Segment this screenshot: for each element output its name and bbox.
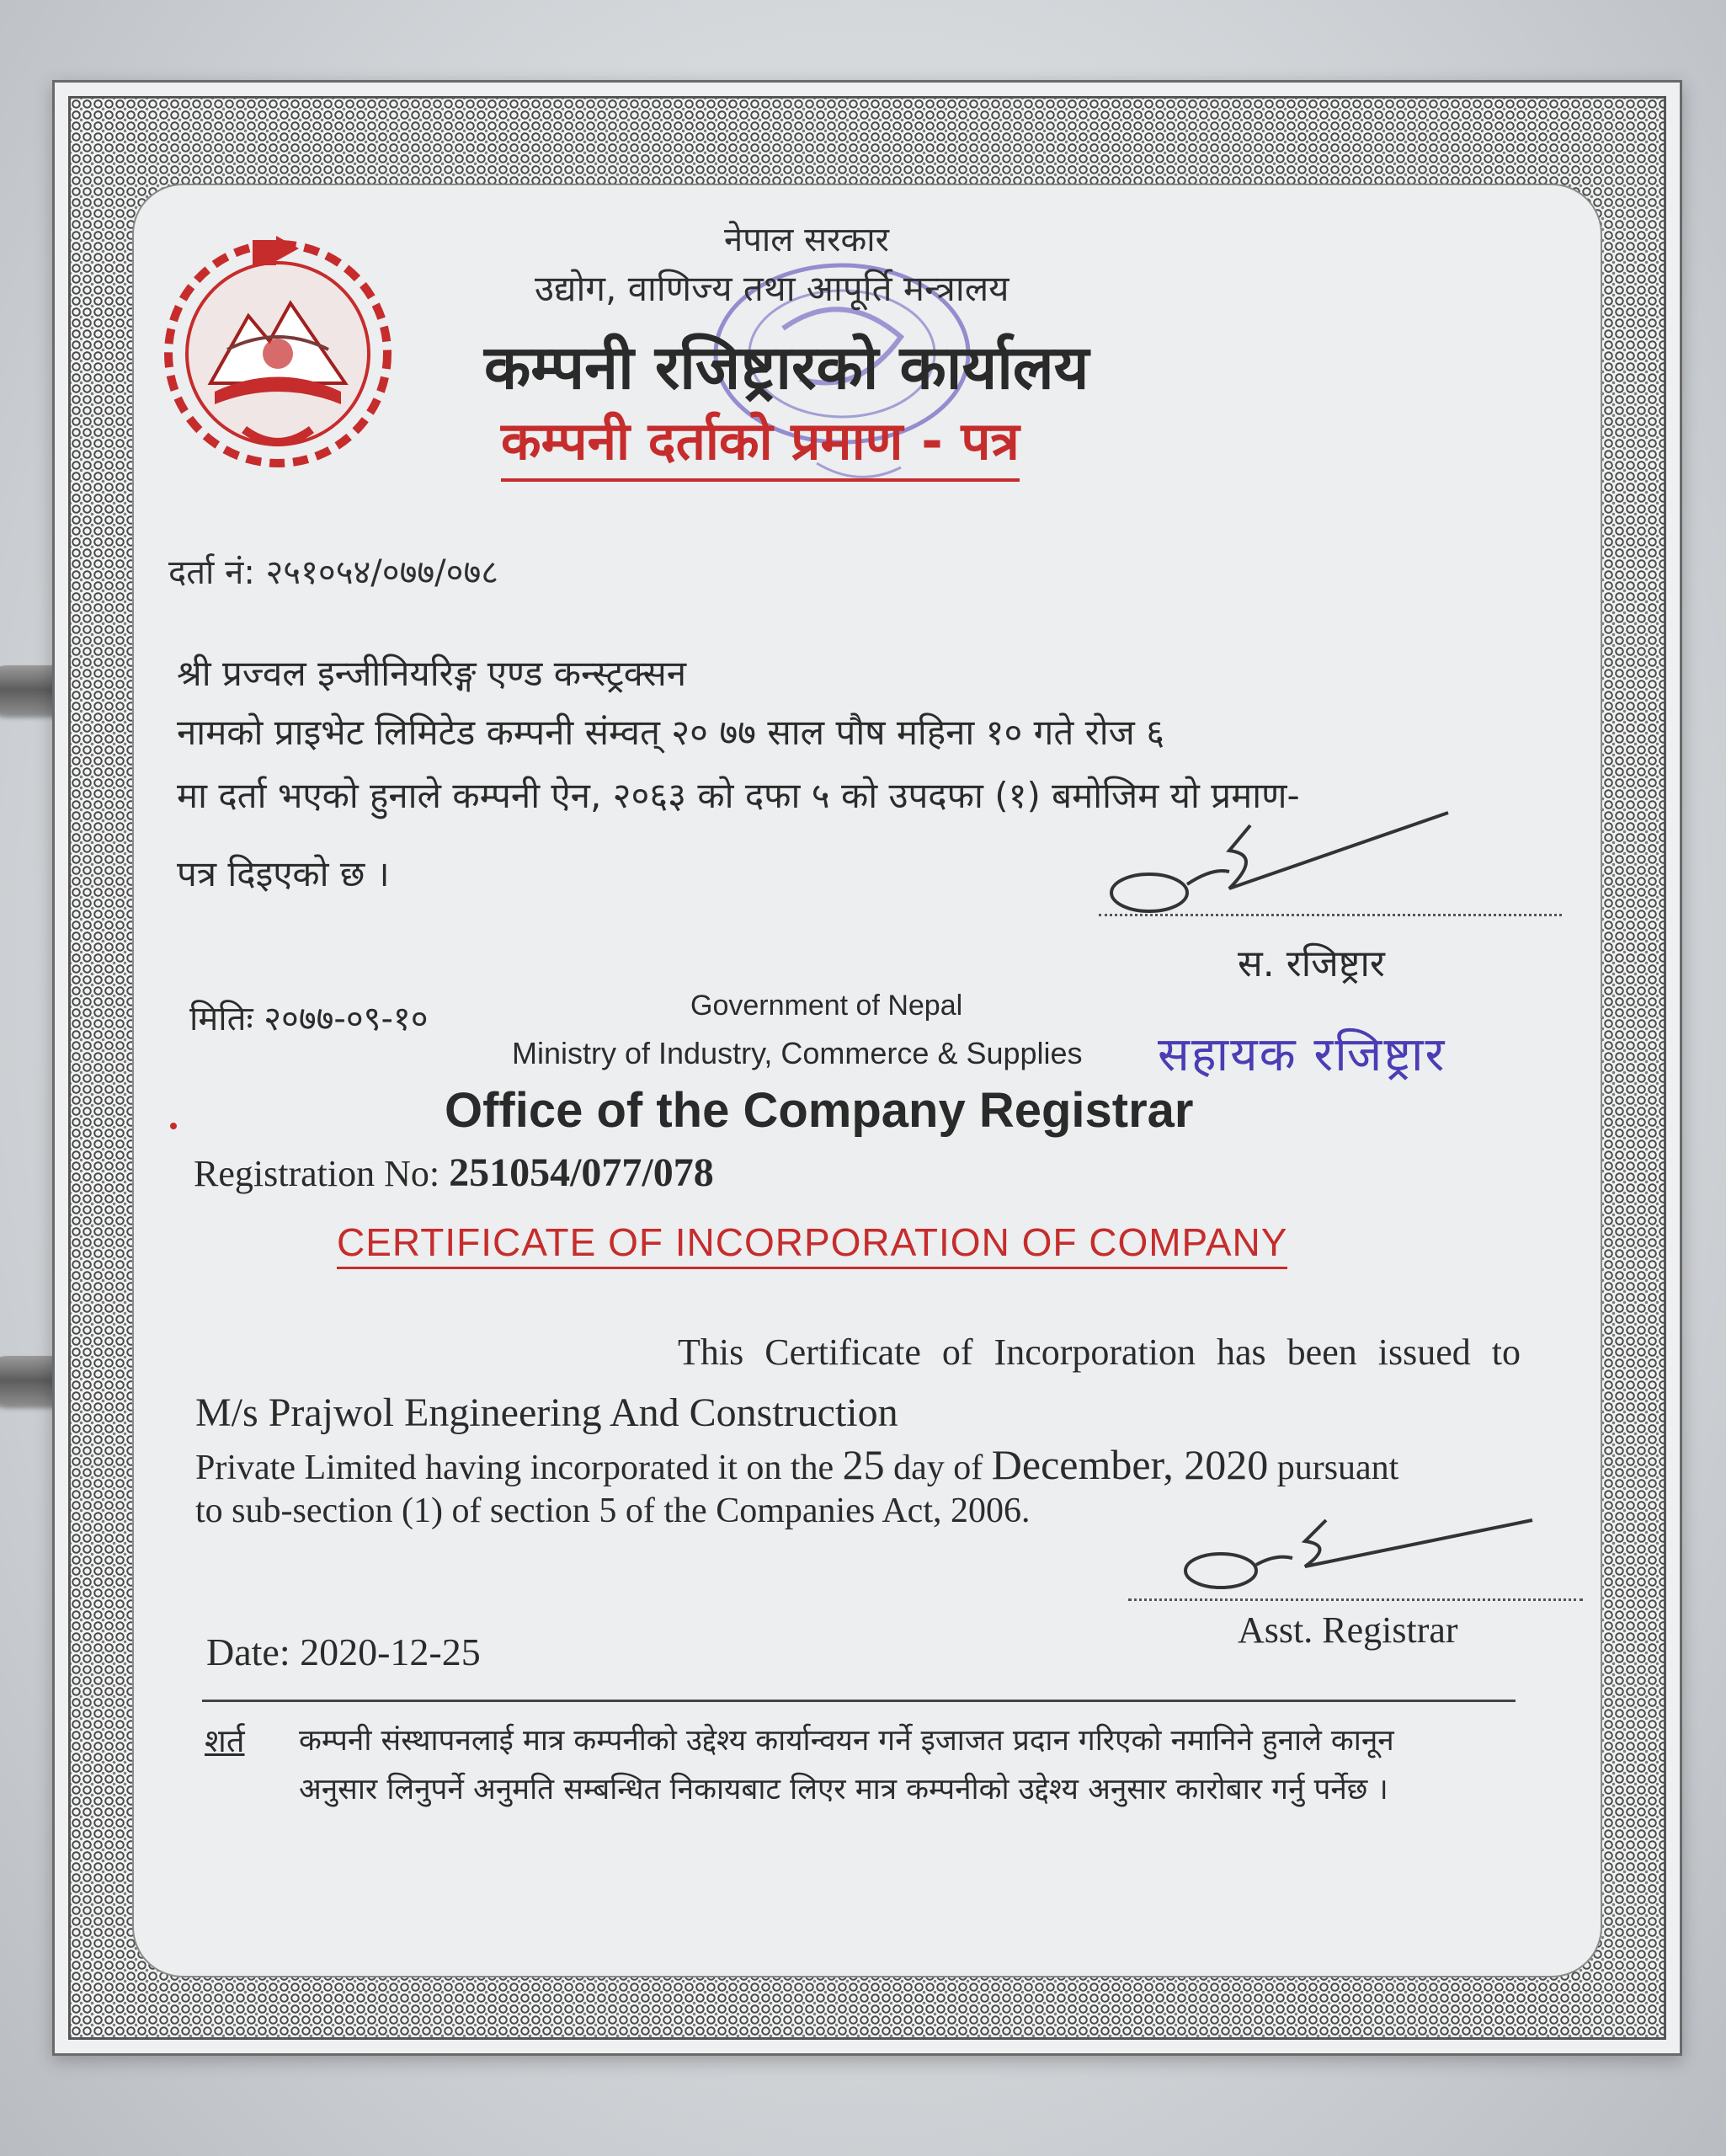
body-en-line-3-part-c: pursuant [1268,1449,1399,1487]
body-np-line-1: श्री प्रज्वल इन्जीनियरिङ्ग एण्ड कन्स्ट्रक्सन [177,653,687,694]
office-np: कम्पनी रजिष्ट्रारको कार्यालय [484,332,1089,403]
government-en: Government of Nepal [690,990,963,1022]
signature-np [1103,808,1473,926]
certificate-title-np: कम्पनी दर्ताको प्रमाण - पत्र [501,404,1020,482]
conditions-divider [202,1700,1516,1702]
conditions-line-2: अनुसार लिनुपर्ने अनुमति सम्बन्धित निकायबाट लिएर मात्र कम्पनीको उद्देश्य अनुसार कारोबार गर्नु पर्नेछ । [299,1773,1388,1806]
date-np: मितिः २०७७-०९-१० [189,1000,429,1038]
government-np: नेपाल सरकार [724,221,889,259]
signature-line-np [1099,914,1562,916]
body-en-line-3 [195,1440,1398,1489]
body-np-line-2: नामको प्राइभेट लिमिटेड कम्पनी संम्वत् २० ७७ साल पौष महिना १० गते रोज ६ [177,712,1165,753]
conditions-label: शर्त [205,1722,245,1759]
signatory-en: Asst. Registrar [1238,1609,1458,1651]
certificate-title-en: CERTIFICATE OF INCORPORATION OF COMPANY [337,1219,1287,1269]
office-en: Office of the Company Registrar [445,1083,1194,1138]
nepal-emblem-icon [152,223,404,476]
body-en-line-3-part-b: day of [884,1449,992,1487]
body-en-line-4: to sub-section (1) of section 5 of the Companies Act, 2006. [195,1492,1031,1530]
body-en-line-2: M/s Prajwol Engineering And Construction [195,1390,898,1435]
date-en: Date: 2020-12-25 [206,1630,481,1673]
conditions-line-1: कम्पनी संस्थापनलाई मात्र कम्पनीको उद्देश्य कार्यान्वयन गर्ने इजाजत प्रदान गरिएको नमानिने हुनाले कानून [299,1724,1394,1758]
registration-number-en [194,1150,714,1196]
body-en-line-3-part-a: Private Limited having incorporated it on the [195,1449,843,1487]
ministry-np: उद्योग, वाणिज्य तथा आपूर्ति मन्त्रालय [535,268,1009,309]
ministry-en: Ministry of Industry, Commerce & Supplies [512,1036,1083,1070]
signatory-np: स. रजिष्ट्रार [1238,942,1385,985]
body-en-line-1: This Certificate of Incorporation has been issued to [678,1331,1521,1373]
registration-number-np: दर्ता नं: २५१०५४/०७७/०७८ [168,553,499,592]
signature-line-en [1128,1598,1583,1601]
asst-registrar-stamp: सहायक रजिष्ट्रार [1158,1027,1446,1082]
incorporation-day: 25 [842,1441,885,1488]
body-np-line-3: मा दर्ता भएको हुनाले कम्पनी ऐन, २०६३ को दफा ५ को उपदफा (१) बमोजिम यो प्रमाण- [177,775,1300,816]
red-dot [170,1123,177,1129]
incorporation-month-year: December, 2020 [991,1441,1269,1488]
registration-value: 251054/077/078 [449,1150,714,1195]
registration-label: Registration No: [194,1153,450,1194]
body-np-line-4: पत्र दिइएको छ । [177,853,390,894]
signature-en [1179,1508,1549,1600]
